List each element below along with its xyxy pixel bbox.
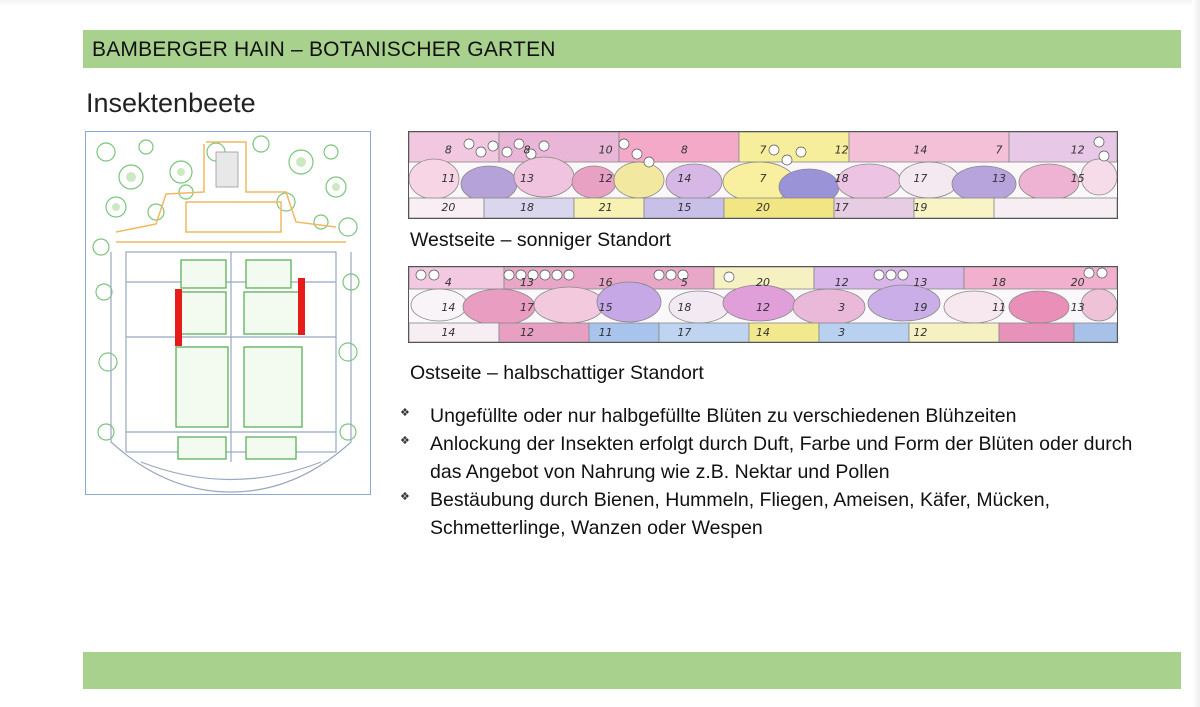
bed-plant-number: 20 <box>756 275 770 289</box>
bed-plant-number: 12 <box>834 275 849 289</box>
west-bed-drawing <box>409 132 1117 218</box>
bed-plant-number: 15 <box>598 300 613 314</box>
bed-plant-number: 18 <box>677 300 692 314</box>
bed-plant-number: 17 <box>913 172 928 186</box>
bed-plant-number: 11 <box>598 325 613 339</box>
bed-plant-number: 20 <box>756 200 770 214</box>
header-bar <box>83 30 1181 68</box>
bullet-text: Bestäubung durch Bienen, Hummeln, Fliegen, Ameisen, Käfer, Mücken, Schmetterlinge, Wanzen oder Wespen <box>430 489 1051 539</box>
bed-plant-number: 14 <box>677 172 692 186</box>
bed-plant-number: 17 <box>834 200 849 214</box>
diamond-bullet-icon: ❖ <box>400 435 410 447</box>
bed-plant-number: 21 <box>598 200 613 214</box>
bullet-text: Ungefüllte oder nur halbgefüllte Blüten zu verschiedenen Blühzeiten <box>430 405 1017 427</box>
bed-plant-number: 3 <box>838 325 846 339</box>
bed-plant-number: 3 <box>838 300 846 314</box>
bed-plant-number: 12 <box>520 325 534 339</box>
bed-plant-number: 13 <box>520 275 534 289</box>
west-bed-caption: Westseite – sonniger Standort <box>410 229 671 251</box>
bed-plant-number: 15 <box>677 200 692 214</box>
bed-plant-number: 8 <box>680 143 688 157</box>
west-bed-marker <box>175 289 182 346</box>
east-bed-caption: Ostseite – halbschattiger Standort <box>410 362 704 384</box>
east-bed-marker <box>298 278 305 335</box>
bed-plant-number: 12 <box>1070 143 1085 157</box>
bed-plant-number: 17 <box>677 325 692 339</box>
east-bed-drawing <box>409 267 1117 342</box>
bed-plant-number: 12 <box>834 143 849 157</box>
bed-plant-number: 13 <box>1070 300 1085 314</box>
bullet-item <box>400 486 1160 542</box>
bullet-list <box>400 402 1160 542</box>
garden-map-image <box>85 131 371 495</box>
bed-plant-number: 17 <box>520 300 534 314</box>
bed-plant-number: 12 <box>913 325 928 339</box>
bed-plant-number: 13 <box>992 172 1006 186</box>
bed-plant-number: 13 <box>520 172 534 186</box>
bed-plant-number: 15 <box>1070 172 1085 186</box>
bed-plant-number: 20 <box>1070 275 1085 289</box>
bullet-text: Anlockung der Insekten erfolgt durch Duft, Farbe und Form der Blüten oder durch das Angebot von Nahrung wie z.B. Nektar und Pollen <box>430 433 1133 483</box>
bed-plant-number: 7 <box>759 143 767 157</box>
bed-plant-number: 18 <box>992 275 1006 289</box>
bed-plant-number: 8 <box>523 143 531 157</box>
bed-plant-number: 12 <box>598 172 613 186</box>
bed-plant-number: 14 <box>913 143 928 157</box>
top-shadow <box>0 0 1200 6</box>
garden-map-drawing <box>86 132 370 494</box>
bed-plant-number: 20 <box>441 200 456 214</box>
east-bed-plan-image <box>408 266 1118 343</box>
bed-plant-number: 14 <box>756 325 770 339</box>
page-title: BAMBERGER HAIN – BOTANISCHER GARTEN <box>92 38 556 61</box>
bed-plant-number: 8 <box>444 143 452 157</box>
bed-plant-number: 18 <box>834 172 849 186</box>
bed-plant-number: 4 <box>444 275 452 289</box>
bed-plant-number: 11 <box>992 300 1006 314</box>
diamond-bullet-icon: ❖ <box>400 491 410 503</box>
bed-plant-number: 11 <box>441 172 456 186</box>
bed-plant-number: 18 <box>520 200 534 214</box>
bed-plant-number: 14 <box>441 325 456 339</box>
right-edge-shadow <box>1192 0 1200 707</box>
footer-bar <box>83 652 1181 689</box>
bullet-item <box>400 430 1160 486</box>
bed-plant-number: 10 <box>598 143 613 157</box>
bed-plant-number: 19 <box>913 200 928 214</box>
bed-plant-number: 12 <box>756 300 770 314</box>
bed-plant-number: 7 <box>759 172 767 186</box>
bullet-item <box>400 402 1160 430</box>
bed-plant-number: 19 <box>913 300 928 314</box>
bed-plant-number: 13 <box>913 275 928 289</box>
west-bed-plan-image <box>408 131 1118 219</box>
diamond-bullet-icon: ❖ <box>400 407 410 419</box>
bed-plant-number: 16 <box>598 275 613 289</box>
bed-plant-number: 14 <box>441 300 456 314</box>
bed-plant-number: 5 <box>680 275 688 289</box>
bed-plant-number: 7 <box>995 143 1003 157</box>
slide-subtitle: Insektenbeete <box>86 88 256 118</box>
